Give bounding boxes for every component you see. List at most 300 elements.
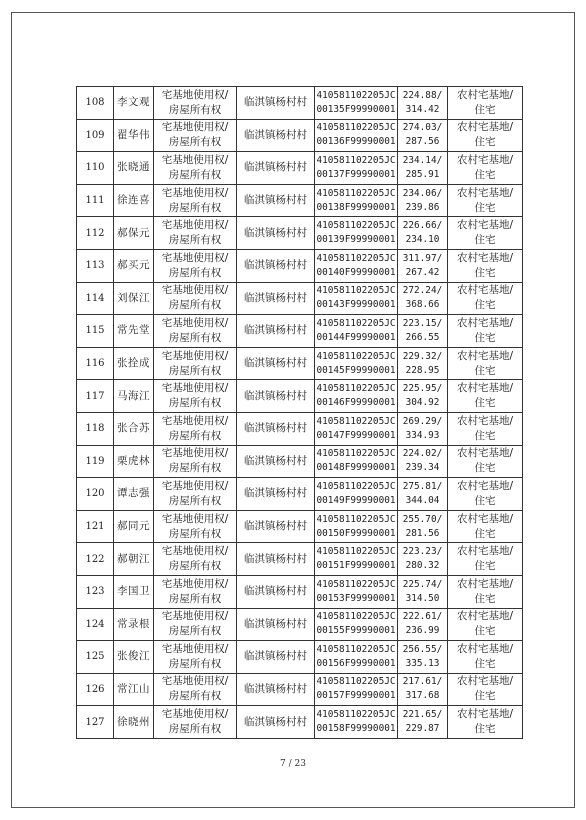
cell-owner-name: 栗虎林: [114, 445, 154, 478]
cell-usage: [448, 706, 523, 739]
unit-code-line1: 410581102205JC: [316, 415, 396, 427]
cell-seq: 115: [77, 315, 114, 348]
usage-line2: 住宅: [474, 266, 496, 279]
usage-line2: 住宅: [474, 364, 496, 377]
cell-seq: 111: [77, 184, 114, 217]
area-line2: 280.32: [405, 560, 440, 572]
cell-area: [398, 315, 448, 348]
right-type-line1: 宅基地使用权/: [161, 675, 229, 688]
cell-owner-name: 翟华伟: [114, 119, 154, 152]
table-row: [77, 510, 523, 543]
unit-code-line2: 00155F99990001: [316, 625, 396, 637]
cell-owner-name: 郝买元: [114, 249, 154, 282]
right-type-line1: 宅基地使用权/: [161, 414, 229, 427]
table-row: [77, 249, 523, 282]
right-type-line2: 房屋所有权: [168, 723, 222, 736]
area-line1: 234.06/: [402, 187, 443, 199]
cell-location: 临淇镇杨村村: [237, 608, 315, 641]
area-line2: 368.66: [405, 299, 440, 311]
cell-right-type: [154, 706, 237, 739]
usage-line1: 农村宅基地/: [456, 382, 514, 395]
usage-line2: 住宅: [474, 462, 496, 475]
area-line1: 225.74/: [402, 578, 443, 590]
cell-seq: 125: [77, 641, 114, 674]
cell-usage: [448, 412, 523, 445]
right-type-line1: 宅基地使用权/: [161, 512, 229, 525]
cell-usage: [448, 608, 523, 641]
cell-area: [398, 445, 448, 478]
right-type-line1: 宅基地使用权/: [161, 382, 229, 395]
area-line1: 311.97/: [402, 252, 443, 264]
area-line1: 217.61/: [402, 676, 443, 688]
cell-area: [398, 347, 448, 380]
table-row: [77, 347, 523, 380]
usage-line1: 农村宅基地/: [456, 88, 514, 101]
area-line2: 314.42: [405, 103, 440, 115]
cell-unit-code: [315, 119, 398, 152]
right-type-line1: 宅基地使用权/: [161, 479, 229, 492]
unit-code-line1: 410581102205JC: [316, 89, 396, 101]
right-type-line1: 宅基地使用权/: [161, 251, 229, 264]
cell-area: [398, 249, 448, 282]
cell-seq: 123: [77, 575, 114, 608]
cell-right-type: [154, 315, 237, 348]
cell-right-type: [154, 575, 237, 608]
cell-location: 临淇镇杨村村: [237, 641, 315, 674]
usage-line1: 农村宅基地/: [456, 316, 514, 329]
cell-seq: 116: [77, 347, 114, 380]
cell-area: [398, 87, 448, 120]
right-type-line1: 宅基地使用权/: [161, 186, 229, 199]
area-line2: 267.42: [405, 266, 440, 278]
cell-unit-code: [315, 510, 398, 543]
page-number: 7 / 23: [280, 759, 306, 769]
cell-right-type: [154, 510, 237, 543]
unit-code-line1: 410581102205JC: [316, 350, 396, 362]
table-row: [77, 184, 523, 217]
cell-owner-name: 郝朝江: [114, 543, 154, 576]
right-type-line2: 房屋所有权: [168, 527, 222, 540]
cell-location: 临淇镇杨村村: [237, 380, 315, 413]
cell-right-type: [154, 184, 237, 217]
usage-line2: 住宅: [474, 168, 496, 181]
usage-line1: 农村宅基地/: [456, 708, 514, 721]
area-line1: 272.24/: [402, 285, 443, 297]
usage-line1: 农村宅基地/: [456, 349, 514, 362]
right-type-line2: 房屋所有权: [168, 103, 222, 116]
cell-unit-code: [315, 673, 398, 706]
right-type-line2: 房屋所有权: [168, 625, 222, 638]
area-line2: 335.13: [405, 657, 440, 669]
usage-line2: 住宅: [474, 299, 496, 312]
area-line2: 314.50: [405, 592, 440, 604]
cell-right-type: [154, 445, 237, 478]
cell-location: 临淇镇杨村村: [237, 282, 315, 315]
area-line1: 225.95/: [402, 383, 443, 395]
cell-right-type: [154, 543, 237, 576]
area-line2: 334.93: [405, 429, 440, 441]
cell-owner-name: 谭志强: [114, 478, 154, 511]
cell-location: 临淇镇杨村村: [237, 249, 315, 282]
cell-seq: 127: [77, 706, 114, 739]
usage-line2: 住宅: [474, 723, 496, 736]
unit-code-line1: 410581102205JC: [316, 676, 396, 688]
table-body: [77, 87, 523, 739]
usage-line1: 农村宅基地/: [456, 251, 514, 264]
cell-right-type: [154, 380, 237, 413]
cell-owner-name: 郝保元: [114, 217, 154, 250]
cell-unit-code: [315, 347, 398, 380]
area-line2: 287.56: [405, 136, 440, 148]
area-line1: 255.70/: [402, 513, 443, 525]
usage-line2: 住宅: [474, 560, 496, 573]
cell-usage: [448, 184, 523, 217]
usage-line1: 农村宅基地/: [456, 121, 514, 134]
cell-area: [398, 282, 448, 315]
right-type-line2: 房屋所有权: [168, 266, 222, 279]
cell-usage: [448, 641, 523, 674]
cell-right-type: [154, 673, 237, 706]
cell-usage: [448, 543, 523, 576]
right-type-line1: 宅基地使用权/: [161, 577, 229, 590]
table-row: [77, 380, 523, 413]
cell-unit-code: [315, 608, 398, 641]
table-row: [77, 282, 523, 315]
cell-owner-name: 刘保江: [114, 282, 154, 315]
unit-code-line2: 00157F99990001: [316, 690, 396, 702]
area-line2: 228.95: [405, 364, 440, 376]
unit-code-line2: 00149F99990001: [316, 494, 396, 506]
cell-usage: [448, 217, 523, 250]
cell-location: 临淇镇杨村村: [237, 152, 315, 185]
usage-line2: 住宅: [474, 103, 496, 116]
cell-location: 临淇镇杨村村: [237, 87, 315, 120]
right-type-line1: 宅基地使用权/: [161, 708, 229, 721]
cell-unit-code: [315, 575, 398, 608]
cell-seq: 110: [77, 152, 114, 185]
unit-code-line1: 410581102205JC: [316, 220, 396, 232]
unit-code-line1: 410581102205JC: [316, 187, 396, 199]
right-type-line1: 宅基地使用权/: [161, 447, 229, 460]
cell-owner-name: 常先堂: [114, 315, 154, 348]
cell-right-type: [154, 217, 237, 250]
cell-usage: [448, 445, 523, 478]
usage-line1: 农村宅基地/: [456, 153, 514, 166]
unit-code-line2: 00145F99990001: [316, 364, 396, 376]
area-line2: 229.87: [405, 723, 440, 735]
unit-code-line1: 410581102205JC: [316, 122, 396, 134]
area-line2: 317.68: [405, 690, 440, 702]
right-type-line1: 宅基地使用权/: [161, 121, 229, 134]
cell-owner-name: 李文观: [114, 87, 154, 120]
cell-area: [398, 184, 448, 217]
unit-code-line2: 00150F99990001: [316, 527, 396, 539]
cell-area: [398, 641, 448, 674]
cell-usage: [448, 87, 523, 120]
cell-seq: 122: [77, 543, 114, 576]
usage-line1: 农村宅基地/: [456, 675, 514, 688]
cell-unit-code: [315, 217, 398, 250]
usage-line1: 农村宅基地/: [456, 219, 514, 232]
area-line1: 221.65/: [402, 709, 443, 721]
usage-line1: 农村宅基地/: [456, 479, 514, 492]
cell-area: [398, 543, 448, 576]
cell-location: 临淇镇杨村村: [237, 412, 315, 445]
unit-code-line2: 00158F99990001: [316, 723, 396, 735]
cell-owner-name: 张合苏: [114, 412, 154, 445]
usage-line2: 住宅: [474, 397, 496, 410]
cell-usage: [448, 510, 523, 543]
cell-right-type: [154, 282, 237, 315]
cell-right-type: [154, 608, 237, 641]
unit-code-line2: 00144F99990001: [316, 331, 396, 343]
right-type-line1: 宅基地使用权/: [161, 545, 229, 558]
right-type-line1: 宅基地使用权/: [161, 349, 229, 362]
area-line1: 275.81/: [402, 480, 443, 492]
area-line1: 226.66/: [402, 220, 443, 232]
usage-line1: 农村宅基地/: [456, 545, 514, 558]
cell-usage: [448, 119, 523, 152]
registry-table: [76, 86, 523, 739]
area-line1: 234.14/: [402, 154, 443, 166]
cell-area: [398, 608, 448, 641]
table-row: [77, 641, 523, 674]
unit-code-line1: 410581102205JC: [316, 480, 396, 492]
cell-unit-code: [315, 706, 398, 739]
usage-line2: 住宅: [474, 657, 496, 670]
table-row: [77, 217, 523, 250]
usage-line2: 住宅: [474, 592, 496, 605]
cell-area: [398, 478, 448, 511]
cell-owner-name: 张俊江: [114, 641, 154, 674]
cell-owner-name: 张拴成: [114, 347, 154, 380]
area-line1: 229.32/: [402, 350, 443, 362]
cell-usage: [448, 315, 523, 348]
usage-line2: 住宅: [474, 690, 496, 703]
cell-area: [398, 575, 448, 608]
cell-area: [398, 510, 448, 543]
right-type-line1: 宅基地使用权/: [161, 219, 229, 232]
unit-code-line2: 00137F99990001: [316, 168, 396, 180]
area-line1: 224.88/: [402, 89, 443, 101]
unit-code-line1: 410581102205JC: [316, 513, 396, 525]
unit-code-line1: 410581102205JC: [316, 252, 396, 264]
cell-owner-name: 徐连喜: [114, 184, 154, 217]
cell-location: 临淇镇杨村村: [237, 706, 315, 739]
table-row: [77, 575, 523, 608]
unit-code-line1: 410581102205JC: [316, 546, 396, 558]
right-type-line2: 房屋所有权: [168, 657, 222, 670]
cell-owner-name: 张晓通: [114, 152, 154, 185]
right-type-line2: 房屋所有权: [168, 494, 222, 507]
usage-line2: 住宅: [474, 201, 496, 214]
table-row: [77, 152, 523, 185]
cell-seq: 117: [77, 380, 114, 413]
cell-location: 临淇镇杨村村: [237, 478, 315, 511]
cell-area: [398, 119, 448, 152]
cell-location: 临淇镇杨村村: [237, 217, 315, 250]
usage-line1: 农村宅基地/: [456, 642, 514, 655]
area-line2: 281.56: [405, 527, 440, 539]
cell-unit-code: [315, 315, 398, 348]
cell-area: [398, 380, 448, 413]
area-line2: 304.92: [405, 397, 440, 409]
cell-seq: 118: [77, 412, 114, 445]
right-type-line2: 房屋所有权: [168, 560, 222, 573]
cell-location: 临淇镇杨村村: [237, 510, 315, 543]
cell-seq: 120: [77, 478, 114, 511]
table-row: [77, 608, 523, 641]
unit-code-line2: 00140F99990001: [316, 266, 396, 278]
right-type-line1: 宅基地使用权/: [161, 316, 229, 329]
area-line1: 222.61/: [402, 611, 443, 623]
cell-location: 临淇镇杨村村: [237, 445, 315, 478]
cell-seq: 124: [77, 608, 114, 641]
cell-location: 临淇镇杨村村: [237, 347, 315, 380]
cell-right-type: [154, 152, 237, 185]
unit-code-line1: 410581102205JC: [316, 383, 396, 395]
cell-area: [398, 673, 448, 706]
usage-line2: 住宅: [474, 136, 496, 149]
usage-line2: 住宅: [474, 527, 496, 540]
cell-location: 临淇镇杨村村: [237, 119, 315, 152]
cell-location: 临淇镇杨村村: [237, 673, 315, 706]
right-type-line1: 宅基地使用权/: [161, 88, 229, 101]
cell-unit-code: [315, 87, 398, 120]
right-type-line2: 房屋所有权: [168, 429, 222, 442]
table-row: [77, 445, 523, 478]
usage-line1: 农村宅基地/: [456, 186, 514, 199]
cell-unit-code: [315, 249, 398, 282]
cell-usage: [448, 380, 523, 413]
right-type-line2: 房屋所有权: [168, 234, 222, 247]
unit-code-line2: 00136F99990001: [316, 136, 396, 148]
cell-unit-code: [315, 641, 398, 674]
cell-unit-code: [315, 282, 398, 315]
area-line2: 239.86: [405, 201, 440, 213]
cell-usage: [448, 575, 523, 608]
unit-code-line2: 00148F99990001: [316, 462, 396, 474]
area-line2: 234.10: [405, 234, 440, 246]
table-row: [77, 87, 523, 120]
cell-seq: 112: [77, 217, 114, 250]
unit-code-line2: 00153F99990001: [316, 592, 396, 604]
area-line1: 274.03/: [402, 122, 443, 134]
right-type-line2: 房屋所有权: [168, 168, 222, 181]
cell-unit-code: [315, 412, 398, 445]
right-type-line2: 房屋所有权: [168, 299, 222, 312]
cell-right-type: [154, 87, 237, 120]
cell-unit-code: [315, 543, 398, 576]
unit-code-line1: 410581102205JC: [316, 448, 396, 460]
cell-area: [398, 412, 448, 445]
cell-seq: 121: [77, 510, 114, 543]
cell-right-type: [154, 478, 237, 511]
cell-seq: 119: [77, 445, 114, 478]
cell-unit-code: [315, 184, 398, 217]
cell-usage: [448, 282, 523, 315]
area-line2: 344.04: [405, 494, 440, 506]
cell-owner-name: 徐晓州: [114, 706, 154, 739]
usage-line1: 农村宅基地/: [456, 414, 514, 427]
cell-seq: 108: [77, 87, 114, 120]
table-row: [77, 706, 523, 739]
area-line2: 236.99: [405, 625, 440, 637]
right-type-line2: 房屋所有权: [168, 136, 222, 149]
cell-location: 临淇镇杨村村: [237, 575, 315, 608]
table-row: [77, 673, 523, 706]
table-row: [77, 412, 523, 445]
area-line1: 256.55/: [402, 643, 443, 655]
cell-owner-name: 郝同元: [114, 510, 154, 543]
table-row: [77, 543, 523, 576]
right-type-line1: 宅基地使用权/: [161, 642, 229, 655]
right-type-line1: 宅基地使用权/: [161, 610, 229, 623]
unit-code-line1: 410581102205JC: [316, 578, 396, 590]
right-type-line1: 宅基地使用权/: [161, 153, 229, 166]
unit-code-line1: 410581102205JC: [316, 611, 396, 623]
unit-code-line2: 00147F99990001: [316, 429, 396, 441]
unit-code-line1: 410581102205JC: [316, 317, 396, 329]
unit-code-line2: 00135F99990001: [316, 103, 396, 115]
cell-usage: [448, 152, 523, 185]
cell-owner-name: 李国卫: [114, 575, 154, 608]
cell-right-type: [154, 249, 237, 282]
usage-line1: 农村宅基地/: [456, 447, 514, 460]
cell-area: [398, 706, 448, 739]
right-type-line2: 房屋所有权: [168, 592, 222, 605]
usage-line1: 农村宅基地/: [456, 610, 514, 623]
usage-line2: 住宅: [474, 625, 496, 638]
usage-line1: 农村宅基地/: [456, 284, 514, 297]
unit-code-line1: 410581102205JC: [316, 285, 396, 297]
usage-line2: 住宅: [474, 494, 496, 507]
area-line1: 223.23/: [402, 546, 443, 558]
cell-seq: 114: [77, 282, 114, 315]
cell-unit-code: [315, 445, 398, 478]
unit-code-line2: 00139F99990001: [316, 234, 396, 246]
unit-code-line1: 410581102205JC: [316, 643, 396, 655]
right-type-line2: 房屋所有权: [168, 331, 222, 344]
cell-location: 临淇镇杨村村: [237, 543, 315, 576]
cell-location: 临淇镇杨村村: [237, 184, 315, 217]
right-type-line2: 房屋所有权: [168, 201, 222, 214]
unit-code-line1: 410581102205JC: [316, 709, 396, 721]
area-line2: 266.55: [405, 331, 440, 343]
table-row: [77, 315, 523, 348]
cell-seq: 109: [77, 119, 114, 152]
cell-owner-name: 常录根: [114, 608, 154, 641]
cell-right-type: [154, 412, 237, 445]
cell-usage: [448, 249, 523, 282]
unit-code-line2: 00143F99990001: [316, 299, 396, 311]
right-type-line2: 房屋所有权: [168, 364, 222, 377]
unit-code-line2: 00138F99990001: [316, 201, 396, 213]
unit-code-line2: 00146F99990001: [316, 397, 396, 409]
cell-owner-name: 常江山: [114, 673, 154, 706]
area-line2: 239.34: [405, 462, 440, 474]
usage-line1: 农村宅基地/: [456, 577, 514, 590]
right-type-line2: 房屋所有权: [168, 690, 222, 703]
cell-area: [398, 217, 448, 250]
table-row: [77, 478, 523, 511]
cell-unit-code: [315, 152, 398, 185]
usage-line2: 住宅: [474, 331, 496, 344]
cell-right-type: [154, 641, 237, 674]
cell-right-type: [154, 119, 237, 152]
cell-owner-name: 马海江: [114, 380, 154, 413]
unit-code-line2: 00151F99990001: [316, 560, 396, 572]
